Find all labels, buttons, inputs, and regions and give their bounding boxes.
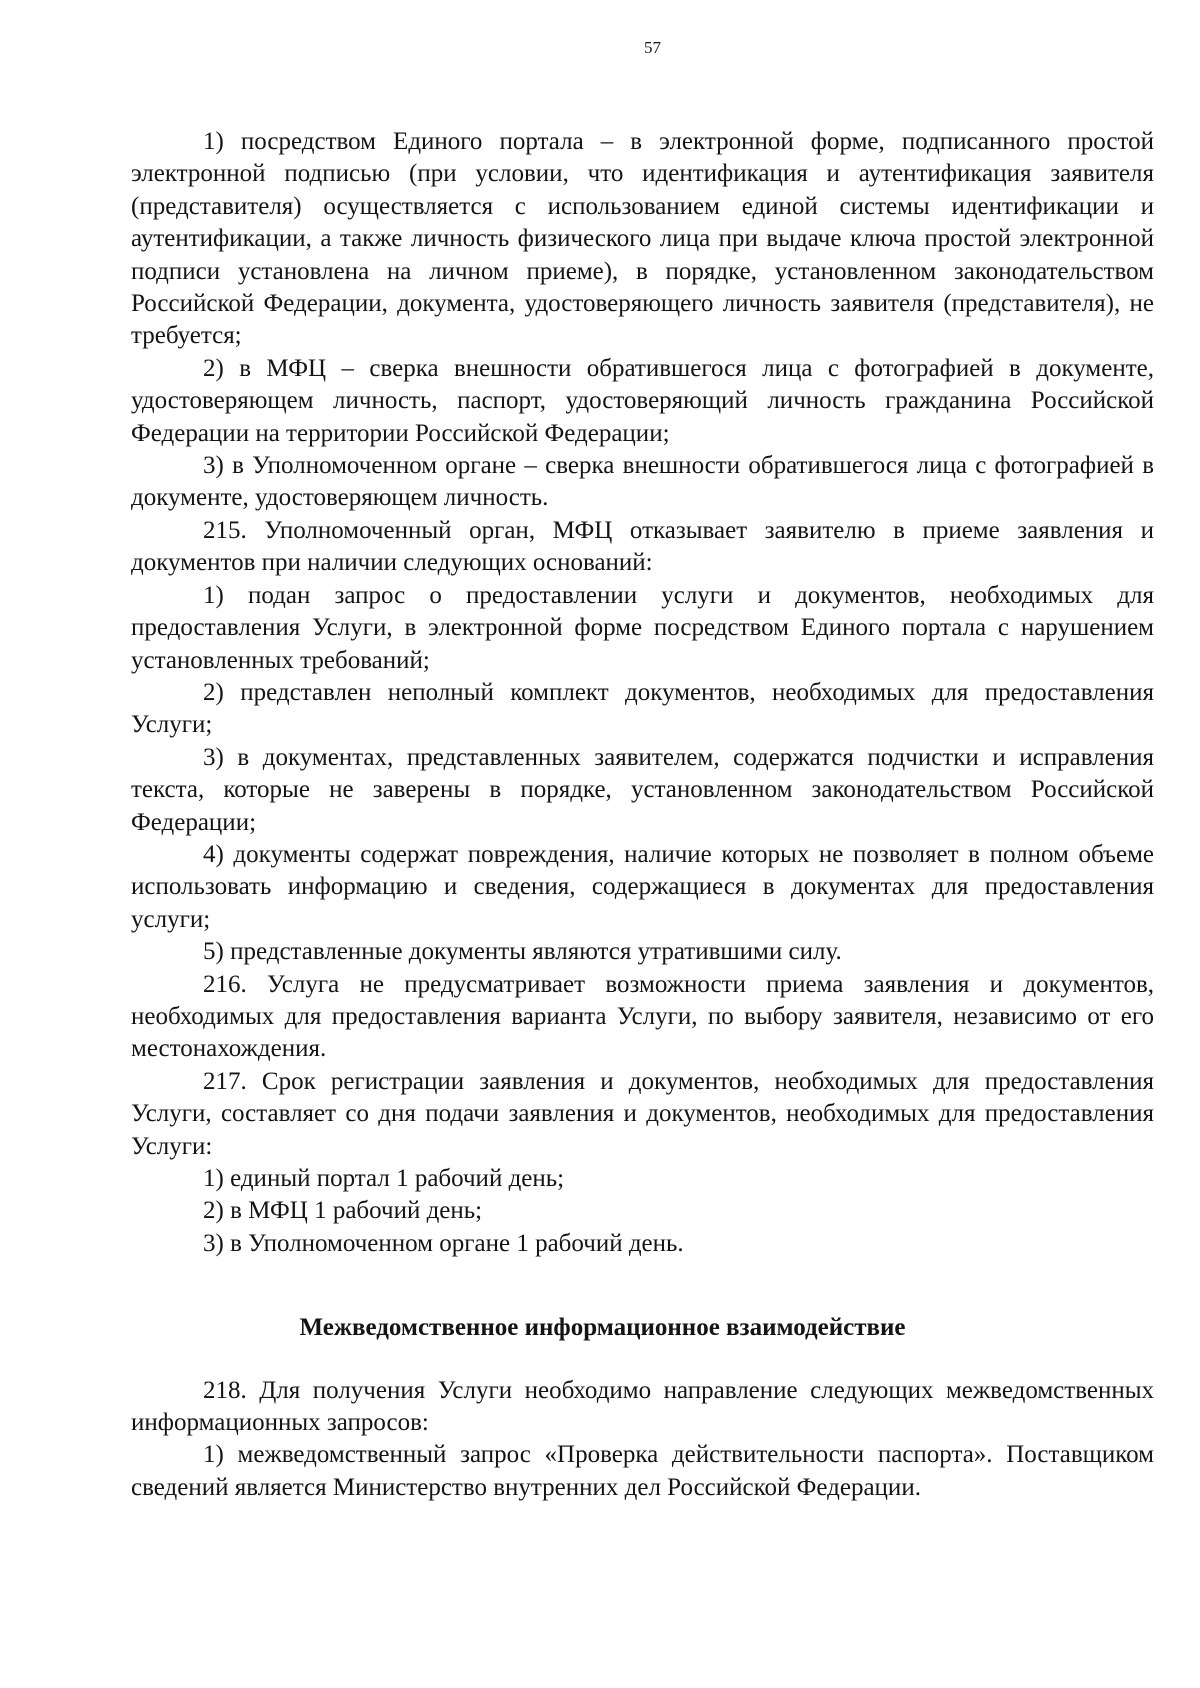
paragraph-218: 218. Для получения Услуги необходимо направление следующих межведомственных информационных запросов:: [131, 1376, 1154, 1437]
paragraph-identification-authority: 3) в Уполномоченном органе – сверка внешности обратившегося лица с фотографией в документе, удостоверяющем личность.: [131, 452, 1154, 512]
paragraph-217: 217. Срок регистрации заявления и документов, необходимых для предоставления Услуги, составляет со дня подачи заявления и документов, необходимых для предоставления Услуги:: [131, 1067, 1154, 1160]
paragraph-refusal-4: 4) документы содержат повреждения, наличие которых не позволяет в полном объеме использовать информацию и сведения, содержащиеся в документах для предоставления услуги;: [131, 840, 1154, 933]
page-number: 57: [644, 38, 661, 57]
paragraph-refusal-3: 3) в документах, представленных заявителем, содержатся подчистки и исправления текста, которые не заверены в порядке, установленном законодательством Российской Федерации;: [131, 743, 1154, 836]
paragraph-refusal-2: 2) представлен неполный комплект документов, необходимых для предоставления Услуги;: [131, 678, 1154, 739]
paragraph-216: 216. Услуга не предусматривает возможности приема заявления и документов, необходимых для предоставления варианта Услуги, по выбору заявителя, независимо от его местонахождения.: [131, 970, 1154, 1063]
spacer: [131, 1345, 1154, 1375]
section-heading: Межведомственное информационное взаимодействие: [299, 1314, 906, 1342]
paragraph-deadline-1: 1) единый портал 1 рабочий день;: [203, 1165, 565, 1192]
paragraph-identification-portal: 1) посредством Единого портала – в электронной форме, подписанного простой электронной подписью (при условии, что идентификация и аутентификация заявителя (представителя) осуществляется с использованием единой системы идентификации и аутентификации, а также личность физического лица при выдаче ключа простой электронной подписи установлена на личном приеме), в порядке, установленном законодательством Российской Федерации, документа, удостоверяющего личность заявителя (представителя), не требуется;: [131, 128, 1154, 350]
paragraph-215: 215. Уполномоченный орган, МФЦ отказывает заявителю в приеме заявления и документов при наличии следующих оснований:: [131, 516, 1154, 577]
spacer: [131, 1260, 1154, 1312]
paragraph-refusal-1: 1) подан запрос о предоставлении услуги и документов, необходимых для предоставления Услуги, в электронной форме посредством Единого портала с нарушением установленных требований;: [131, 581, 1154, 674]
paragraph-deadline-3: 3) в Уполномоченном органе 1 рабочий день.: [203, 1229, 684, 1257]
paragraph-deadline-2: 2) в МФЦ 1 рабочий день;: [203, 1197, 483, 1225]
paragraph-refusal-5: 5) представленные документы являются утратившими силу.: [203, 938, 842, 966]
paragraph-request-1: 1) межведомственный запрос «Проверка действительности паспорта». Поставщиком сведений является Министерство внутренних дел Российской Федерации.: [131, 1441, 1154, 1501]
paragraph-identification-mfc: 2) в МФЦ – сверка внешности обратившегося лица с фотографией в документе, удостоверяющем личность, паспорт, удостоверяющий личность гражданина Российской Федерации на территории Российской Федерации;: [131, 354, 1154, 447]
